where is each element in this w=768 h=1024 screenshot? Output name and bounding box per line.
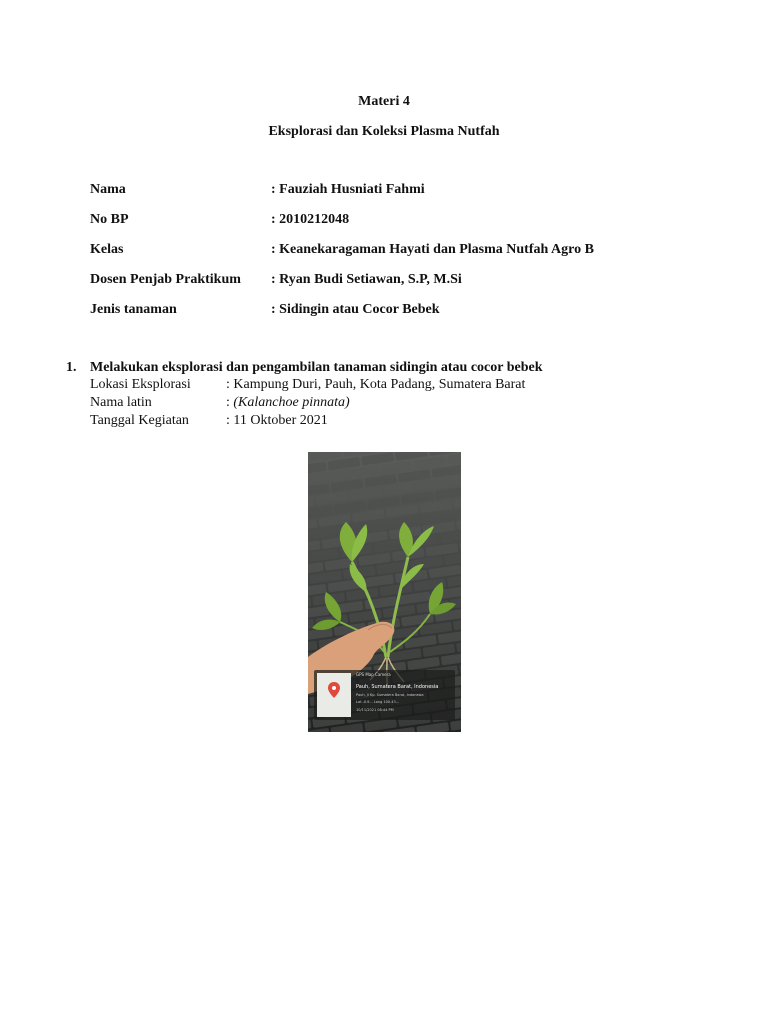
plant-photo	[308, 452, 461, 732]
plant-photo-svg	[308, 452, 461, 732]
info-value: : Sidingin atau Cocor Bebek	[271, 302, 440, 317]
info-value: : Ryan Budi Setiawan, S.P, M.Si	[271, 272, 462, 287]
overlay-location: Pauh, Sumatera Barat, Indonesia	[356, 684, 439, 690]
info-label: Dosen Penjab Praktikum	[90, 272, 241, 287]
overlay-datetime: 10/11/2021 08:44 PM	[356, 708, 394, 712]
section-heading-text: Melakukan eksplorasi dan pengambilan tanaman sidingin atau cocor bebek	[90, 360, 543, 375]
overlay-app-name: GPS Map Camera	[356, 672, 391, 677]
overlay-address: Pauh, JI Kp. Sumatera Barat, Indonesia	[356, 693, 424, 697]
document-subtitle: Eksplorasi dan Koleksi Plasma Nutfah	[268, 124, 500, 139]
info-value: : Fauziah Husniati Fahmi	[271, 182, 425, 197]
latin-name: (Kalanchoe pinnata)	[233, 395, 350, 410]
document-title: Materi 4	[358, 94, 410, 109]
detail-value: : Kampung Duri, Pauh, Kota Padang, Sumatera Barat	[226, 377, 526, 392]
detail-value	[226, 395, 350, 411]
info-label: Jenis tanaman	[90, 302, 177, 317]
detail-value: : 11 Oktober 2021	[226, 413, 328, 428]
info-label: No BP	[90, 212, 129, 227]
detail-label: Tanggal Kegiatan	[90, 413, 189, 428]
info-label: Kelas	[90, 242, 124, 257]
section-number: 1.	[66, 360, 77, 375]
info-value: : Keanekaragaman Hayati dan Plasma Nutfah Agro B	[271, 242, 594, 257]
info-value: : 2010212048	[271, 212, 350, 227]
detail-label: Lokasi Eksplorasi	[90, 377, 191, 392]
detail-label: Nama latin	[90, 395, 152, 410]
detail-prefix: :	[226, 395, 234, 410]
overlay-coords: Lat -0.9... Long 100.43...	[356, 700, 400, 704]
info-label: Nama	[90, 182, 126, 197]
